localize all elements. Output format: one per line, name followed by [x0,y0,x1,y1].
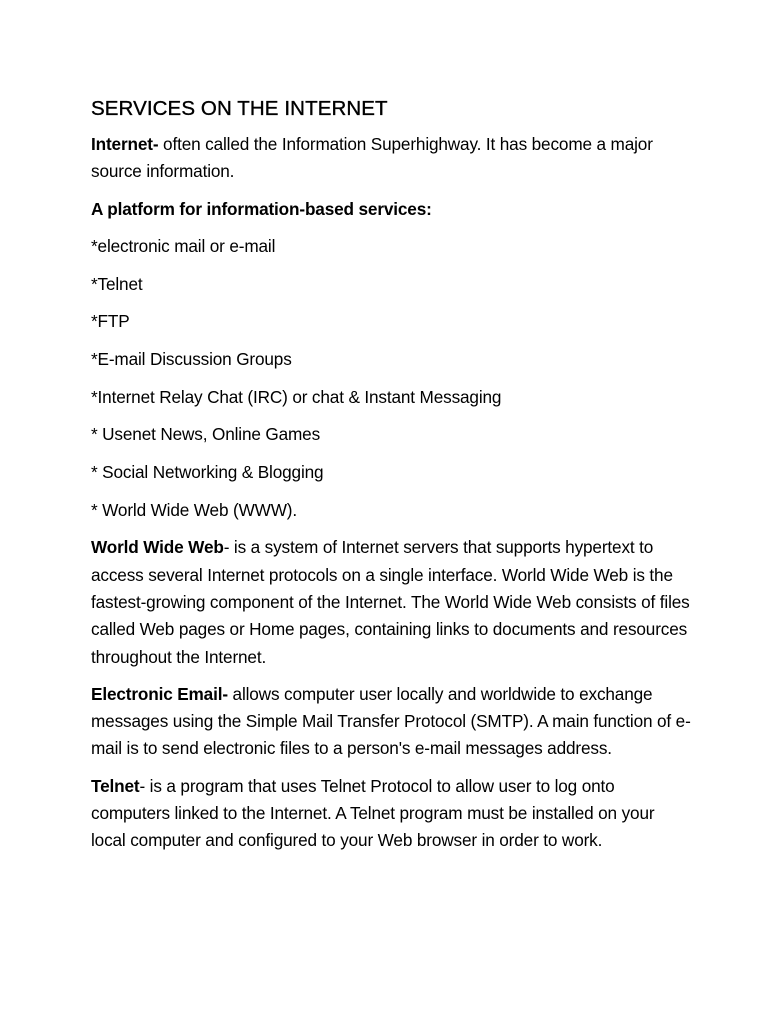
service-item-ftp: *FTP [91,311,130,332]
document-page [91,94,691,865]
www-term: World Wide Web [91,537,224,558]
service-item-usenet: * Usenet News, Online Games [91,424,321,445]
service-item-social: * Social Networking & Blogging [91,462,324,483]
telnet-term: Telnet [91,775,140,796]
email-term: Electronic Email- [91,683,228,704]
service-item-www: * World Wide Web (WWW). [91,499,297,520]
platform-heading: A platform for information-based services: [91,198,432,219]
www-text: - is a system of Internet servers that supports hypertext to access several Internet protocols on a single interface. World Wide Web is the fastest-growing component of the Internet. The World Wide Web consists of files called Web pages or Home pages, containing links to documents and resources throughout the Internet. [91,537,690,667]
service-item-telnet: *Telnet [91,273,143,294]
email-text: allows computer user locally and worldwide to exchange messages using the Simple Mail Transfer Protocol (SMTP). A main function of e-mail is to send electronic files to a person's e-mail messages address. [91,683,691,759]
www-paragraph [91,534,691,670]
intro-text: often called the Information Superhighway. It has become a major source information. [91,134,653,182]
service-item-email: *electronic mail or e-mail [91,235,276,256]
email-paragraph [91,681,691,763]
document-title: SERVICES ON THE INTERNET [91,97,388,120]
telnet-paragraph [91,773,691,855]
service-item-discussion-groups: *E-mail Discussion Groups [91,348,292,369]
intro-paragraph [91,131,691,186]
service-item-irc: *Internet Relay Chat (IRC) or chat & Instant Messaging [91,386,502,407]
telnet-text: - is a program that uses Telnet Protocol to allow user to log onto computers linked to the Internet. A Telnet program must be installed on your local computer and configured to your Web browser in order to work. [91,775,655,851]
intro-term: Internet- [91,134,159,154]
